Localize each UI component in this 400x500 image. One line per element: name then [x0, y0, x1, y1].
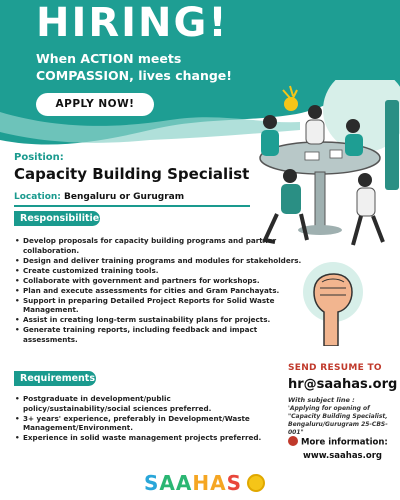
position-title: Capacity Building Specialist	[14, 165, 250, 183]
more-information-row	[288, 437, 388, 448]
apply-now-button[interactable]: APPLY NOW!	[36, 93, 154, 116]
responsibilities-list	[14, 236, 314, 345]
subject-line-text: 'Applying for opening of "Capacity Building Specialist, Bengaluru/Gurugram 25-CBS-001"	[288, 405, 388, 436]
send-resume-title: SEND RESUME TO	[288, 363, 382, 373]
location-row	[14, 192, 184, 202]
requirements-list	[14, 394, 280, 443]
location-label: Location:	[14, 192, 61, 202]
anniversary-badge-icon	[247, 474, 265, 492]
location-value: Bengaluru or Gurugram	[64, 192, 185, 202]
list-item: • Plan and execute assessments for cities and Gram Panchayats.	[14, 286, 314, 296]
saahas-logo	[144, 471, 265, 495]
contact-email[interactable]: hr@saahas.org	[288, 377, 398, 392]
location-underline	[14, 205, 250, 207]
list-item: • Collaborate with government and partners for workshops.	[14, 276, 314, 286]
hero-tagline: When ACTION meets COMPASSION, lives change!	[36, 51, 232, 83]
position-label: Position:	[14, 152, 64, 163]
responsibilities-heading: Responsibilities:	[14, 211, 100, 226]
list-item: • Experience in solid waste management projects preferred.	[14, 433, 280, 443]
more-information-label: More information:	[301, 437, 388, 448]
raised-fist-icon	[300, 262, 366, 346]
website-link[interactable]: www.saahas.org	[303, 451, 382, 461]
list-item: • Develop proposals for capacity building programs and partner collaboration.	[14, 236, 314, 255]
list-item: • Assist in creating long-term sustainability plans for projects.	[14, 315, 314, 325]
info-icon	[288, 436, 298, 446]
subject-line-intro: With subject line :	[288, 396, 355, 404]
list-item: • Generate training reports, including feedback and impact assessments.	[14, 325, 314, 344]
list-item: • Postgraduate in development/public policy/sustainability/social sciences preferred.	[14, 394, 280, 413]
list-item: • 3+ years' experience, preferably in Development/Waste Management/Environment.	[14, 414, 280, 433]
list-item: • Create customized training tools.	[14, 266, 314, 276]
hiring-title: HIRING!	[36, 0, 229, 46]
list-item: • Support in preparing Detailed Project Reports for Solid Waste Management.	[14, 296, 314, 315]
requirements-heading: Requirements:	[14, 371, 96, 386]
list-item: • Design and deliver training programs and modules for stakeholders.	[14, 256, 314, 266]
logo-wordmark: SAAHAS	[144, 471, 243, 495]
